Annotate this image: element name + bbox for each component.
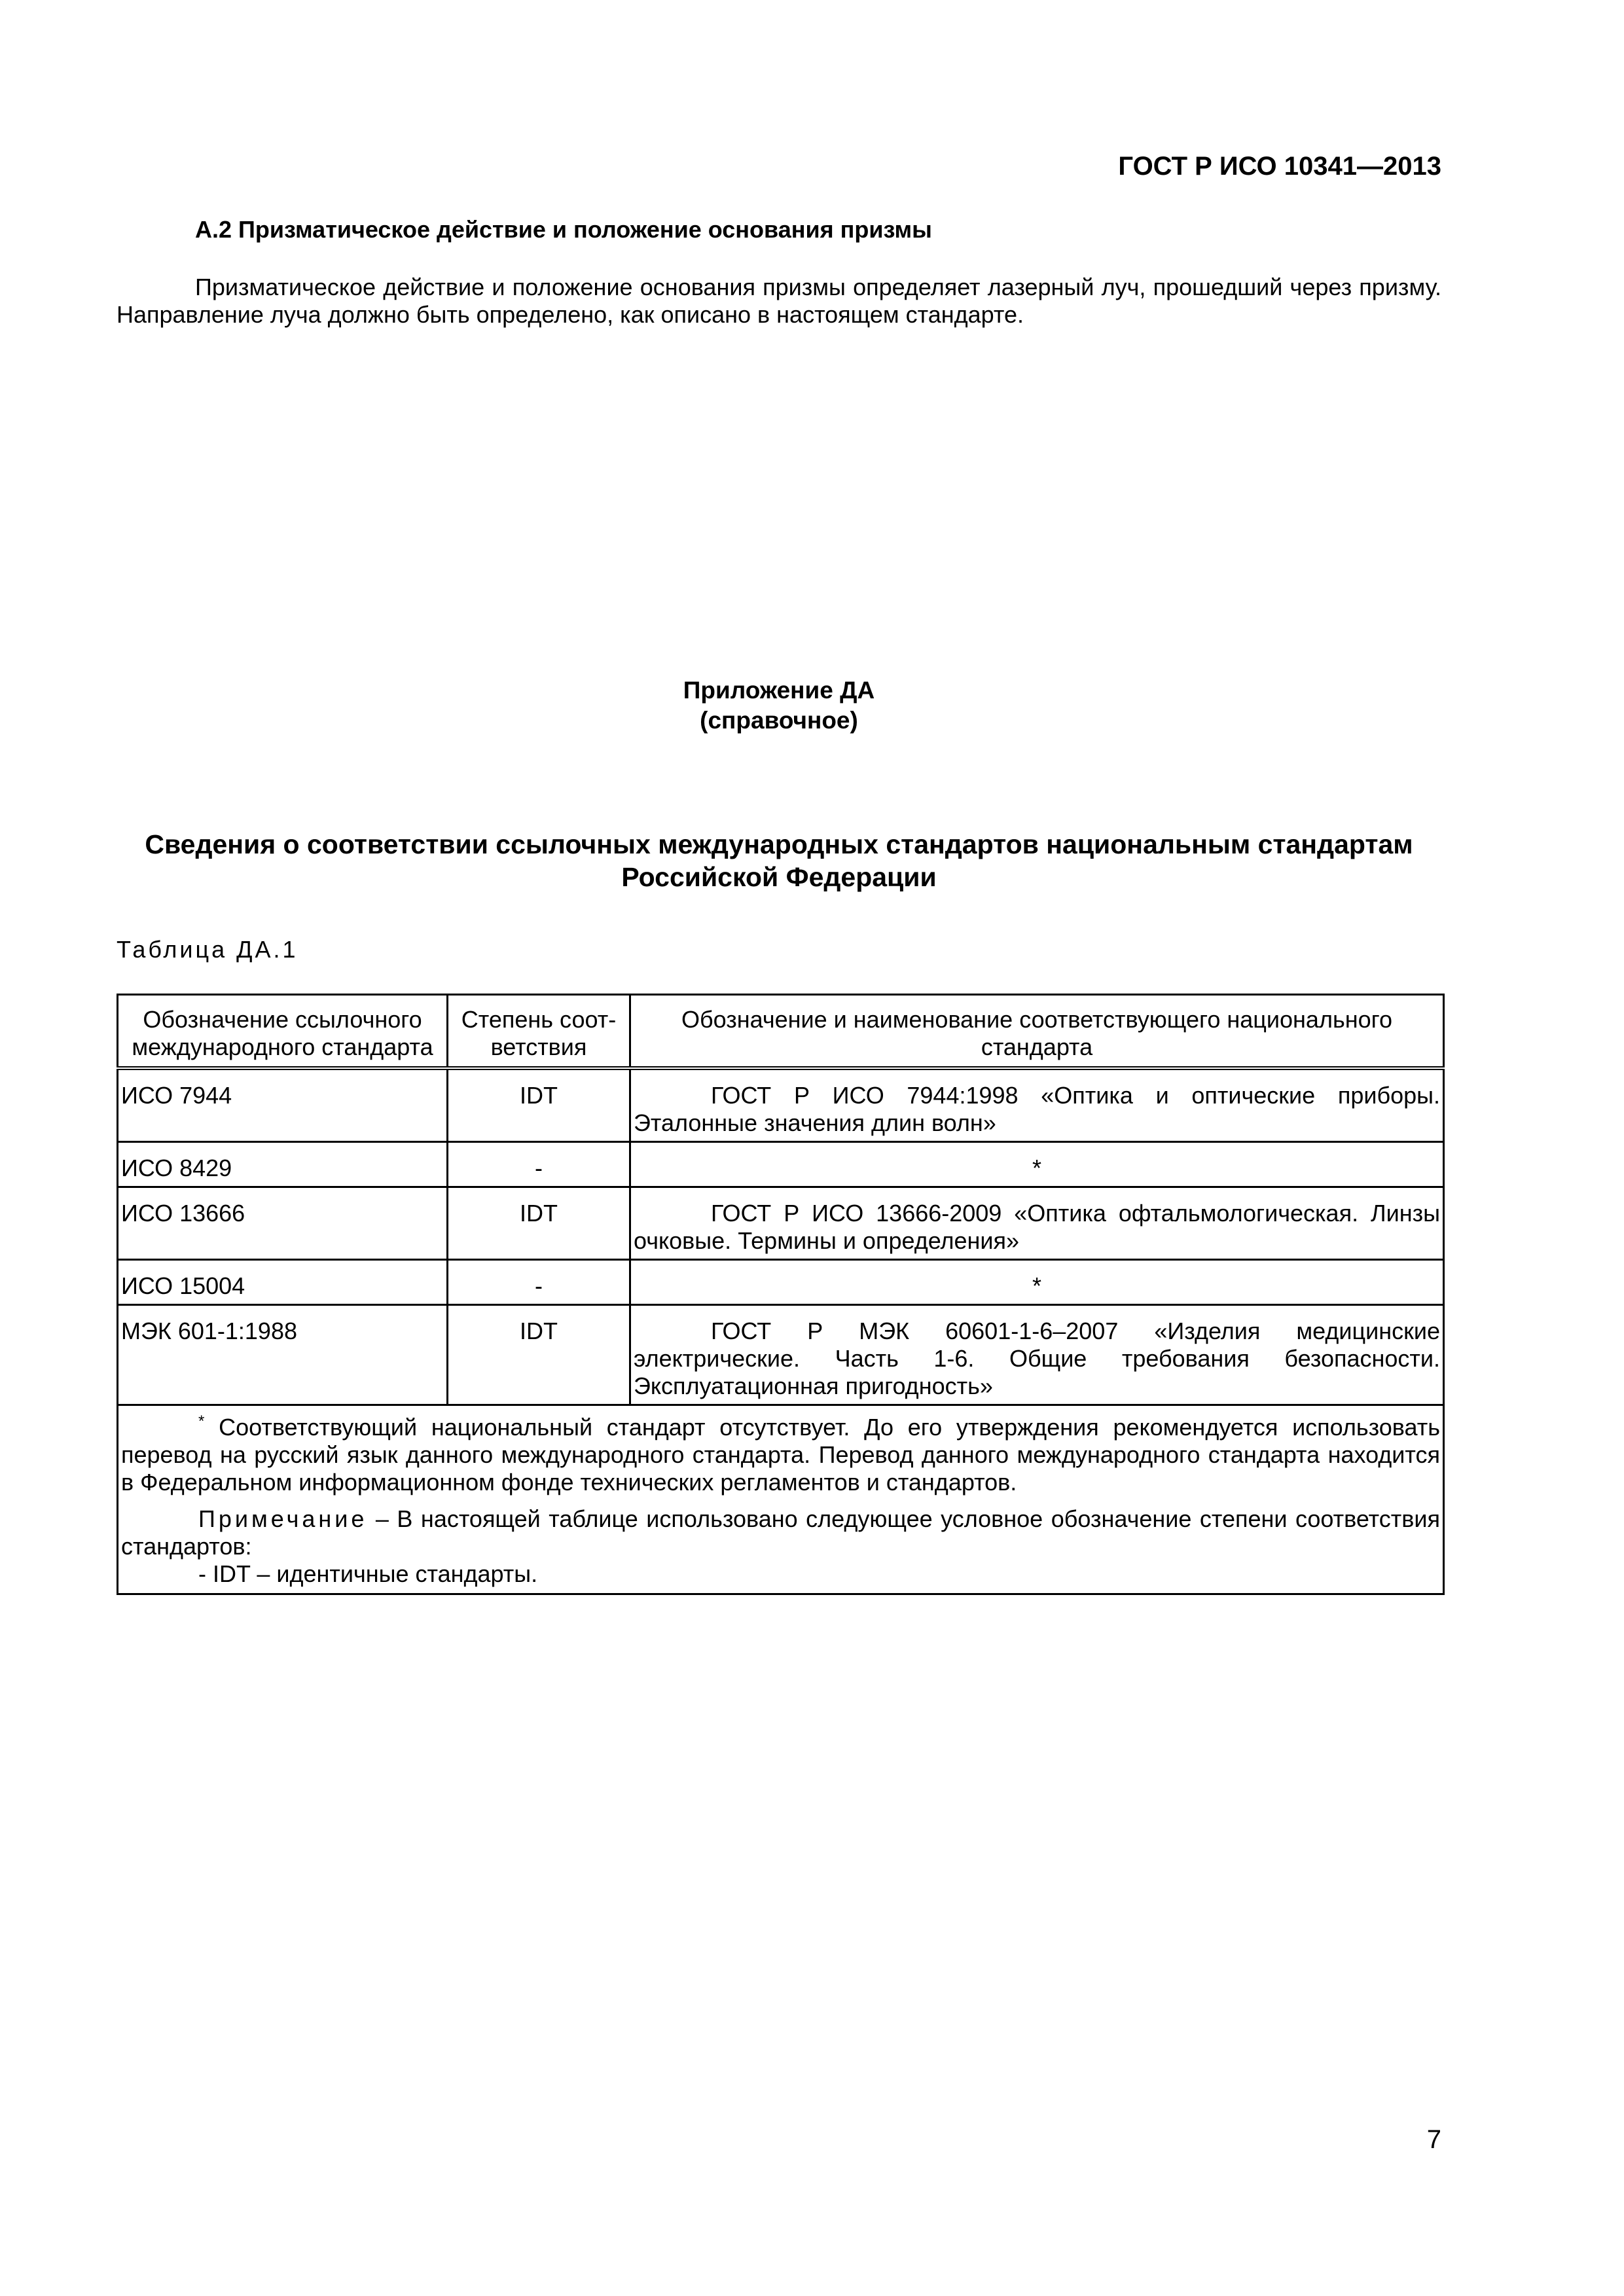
section-paragraph: Призматическое действие и положение основания призмы определяет лазерный луч, прошедший через призму. Направление луча должно быть определено, как описано в настоящем стандарте. (117, 274, 1441, 328)
table-caption: Таблица ДА.1 (117, 936, 298, 963)
note-label: Примечание (198, 1505, 368, 1532)
footnote-mark: * (198, 1412, 205, 1430)
appendix-title-block (117, 675, 1441, 736)
appendix-title: Приложение ДА (683, 677, 875, 704)
note-item: - IDT – идентичные стандарты. (198, 1560, 538, 1587)
table-row (118, 1142, 1444, 1187)
table-row (118, 1187, 1444, 1260)
table-row (118, 1068, 1444, 1142)
cell-national-standard: ГОСТ Р ИСО 7944:1998 «Оптика и оптические приборы. Эталонные значения длин волн» (630, 1068, 1444, 1142)
footnote-text: Соответствующий национальный стандарт отсутствует. До его утверждения рекомендуется использовать перевод на русский язык данного международного стандарта. Перевод данного международного стандарта находится в Федеральном информационном фонде технических регламентов и стандартов. (121, 1414, 1440, 1496)
table-row (118, 1305, 1444, 1405)
table-footnote (121, 1414, 1440, 1496)
cell-degree: - (448, 1142, 630, 1187)
section-heading: А.2 Призматическое действие и положение основания призмы (195, 216, 932, 243)
document-designation: ГОСТ Р ИСО 10341—2013 (1118, 152, 1441, 181)
appendix-subtitle: (справочное) (700, 707, 858, 734)
cell-degree: IDT (448, 1068, 630, 1142)
correspondence-table (117, 994, 1445, 1595)
table-note (121, 1505, 1440, 1560)
appendix-heading: Сведения о соответствии ссылочных международных стандартов национальным стандартам Российской Федерации (145, 829, 1413, 892)
note-text: – В настоящей таблице использовано следующее условное обозначение степени соответствия стандартов: (121, 1505, 1440, 1560)
cell-degree: IDT (448, 1187, 630, 1260)
cell-intl-standard: ИСО 13666 (118, 1187, 448, 1260)
table-header-row (118, 995, 1444, 1069)
header-intl-standard: Обозначение ссылочного международного стандарта (118, 995, 448, 1069)
cell-intl-standard: ИСО 8429 (118, 1142, 448, 1187)
page-number: 7 (1426, 2125, 1441, 2154)
header-degree: Степень соот-ветствия (448, 995, 630, 1069)
cell-national-standard: ГОСТ Р МЭК 60601-1-6–2007 «Изделия медицинские электрические. Часть 1-6. Общие требования безопасности. Эксплуатационная пригодность» (630, 1305, 1444, 1405)
header-national-standard: Обозначение и наименование соответствующего национального стандарта (630, 995, 1444, 1069)
table-notes-cell (118, 1405, 1444, 1594)
cell-intl-standard: МЭК 601-1:1988 (118, 1305, 448, 1405)
cell-degree: IDT (448, 1305, 630, 1405)
cell-intl-standard: ИСО 15004 (118, 1260, 448, 1305)
cell-national-standard: * (630, 1260, 1444, 1305)
cell-degree: - (448, 1260, 630, 1305)
cell-national-standard: ГОСТ Р ИСО 13666-2009 «Оптика офтальмологическая. Линзы очковые. Термины и определения» (630, 1187, 1444, 1260)
cell-national-standard: * (630, 1142, 1444, 1187)
table-row (118, 1260, 1444, 1305)
cell-intl-standard: ИСО 7944 (118, 1068, 448, 1142)
table-notes-row (118, 1405, 1444, 1594)
